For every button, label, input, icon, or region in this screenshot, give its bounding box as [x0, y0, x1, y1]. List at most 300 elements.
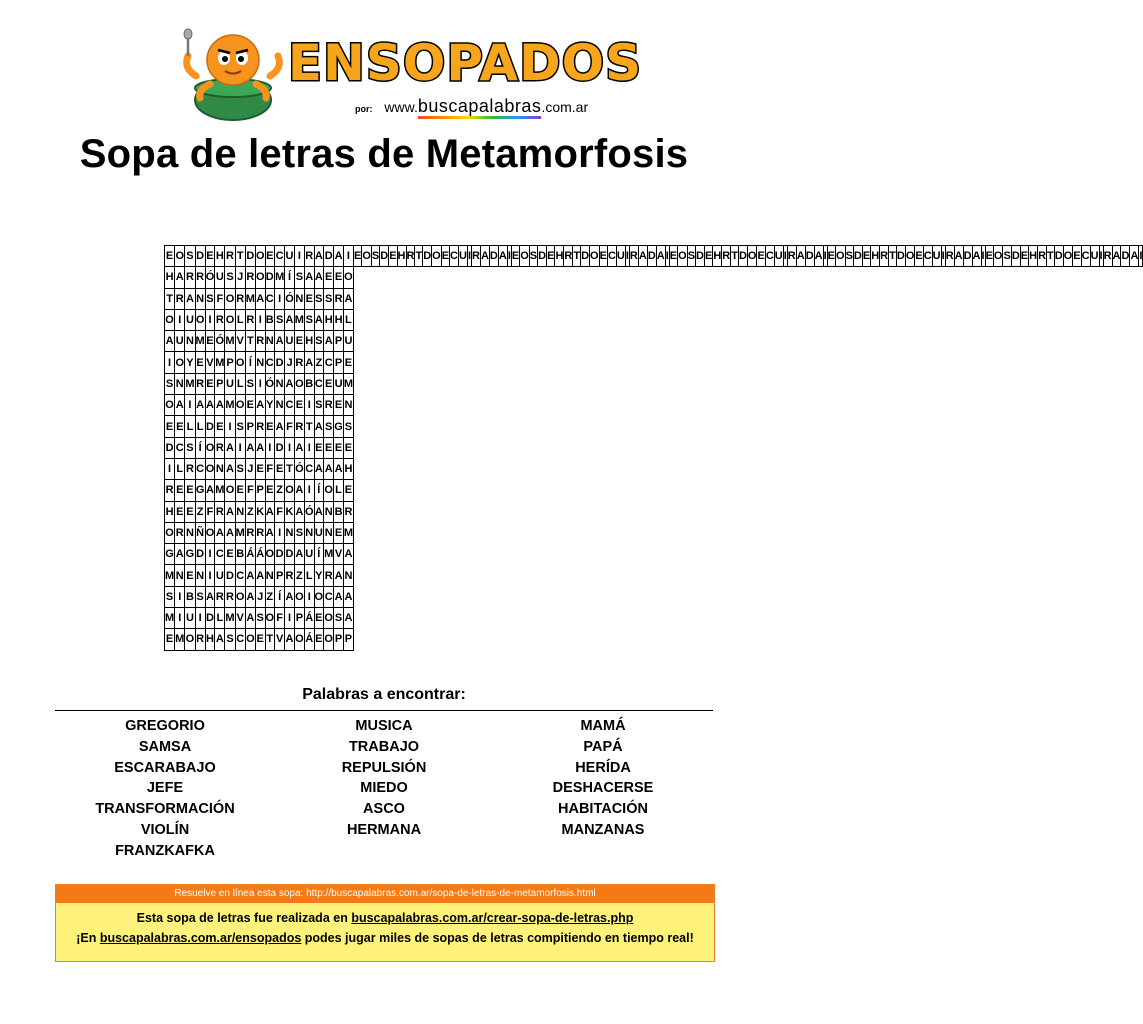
online-link[interactable]: Resuelve en línea esta sopa: http://buscapalabras.com.ar/sopa-de-letras-de-metamorfosis.html	[56, 885, 714, 903]
grid-cell: M	[165, 565, 175, 586]
grid-row	[165, 544, 1143, 565]
grid-cell: V	[235, 331, 245, 352]
grid-row	[165, 267, 1143, 288]
word-column-3	[493, 716, 713, 841]
grid-cell: D	[1054, 246, 1063, 267]
grid-cell: N	[235, 501, 245, 522]
grid-cell: A	[255, 395, 265, 416]
grid-cell: F	[215, 288, 225, 309]
word-item: FRANZKAFKA	[115, 842, 215, 859]
grid-cell: A	[304, 267, 314, 288]
grid-cell: O	[324, 608, 334, 629]
grid-cell: D	[380, 246, 389, 267]
grid-cell: A	[498, 246, 507, 267]
grid-cell: B	[235, 544, 245, 565]
grid-cell: L	[235, 373, 245, 394]
grid-cell: O	[265, 608, 275, 629]
grid-cell: Í	[195, 437, 205, 458]
grid-cell: U	[334, 373, 344, 394]
grid-cell: A	[314, 246, 324, 267]
grid-cell: A	[1112, 246, 1121, 267]
grid-cell: D	[205, 416, 215, 437]
grid-cell: N	[324, 522, 334, 543]
grid-cell: Z	[294, 565, 304, 586]
grid-cell: V	[205, 352, 215, 373]
grid-cell: O	[678, 246, 688, 267]
grid-cell: R	[245, 522, 255, 543]
grid-cell: I	[285, 608, 295, 629]
grid-cell: I	[783, 246, 787, 267]
grid-cell: O	[175, 246, 185, 267]
grid-cell: E	[324, 437, 334, 458]
grid-row	[165, 395, 1143, 416]
grid-cell: E	[165, 629, 175, 650]
grid-cell: U	[774, 246, 783, 267]
grid-cell: D	[581, 246, 590, 267]
grid-cell: Á	[255, 544, 265, 565]
grid-cell: O	[905, 246, 915, 267]
words-title: Palabras a encontrar:	[302, 686, 466, 703]
word-item: DESHACERSE	[552, 780, 654, 797]
grid-cell: H	[165, 267, 175, 288]
grid-cell: Á	[304, 629, 314, 650]
byline-prefix: www.	[384, 99, 418, 115]
grid-cell: C	[235, 629, 245, 650]
grid-cell: D	[853, 246, 862, 267]
grid-cell: R	[195, 267, 205, 288]
grid-cell: N	[215, 458, 225, 479]
octopus-mascot-icon	[178, 28, 288, 123]
grid-cell: A	[324, 458, 334, 479]
grid-cell: M	[215, 480, 225, 501]
grid-cell: A	[205, 586, 215, 607]
grid-cell: Ó	[205, 267, 215, 288]
grid-row	[165, 288, 1143, 309]
grid-cell: N	[304, 522, 314, 543]
grid-cell: G	[185, 544, 195, 565]
grid-cell: E	[334, 395, 344, 416]
grid-cell: E	[354, 246, 362, 267]
grid-cell: Ó	[285, 288, 295, 309]
grid-cell: O	[235, 395, 245, 416]
grid-cell: P	[275, 565, 285, 586]
grid-cell: A	[215, 522, 225, 543]
grid-cell: J	[285, 352, 295, 373]
word-item: HERÍDA	[575, 759, 631, 776]
create-puzzle-link[interactable]: buscapalabras.com.ar/crear-sopa-de-letras.php	[351, 911, 634, 925]
grid-cell: Ó	[294, 458, 304, 479]
grid-cell: U	[314, 522, 324, 543]
grid-cell: R	[185, 267, 195, 288]
grid-cell: I	[235, 437, 245, 458]
grid-cell: E	[165, 246, 175, 267]
grid-cell: S	[195, 586, 205, 607]
grid-cell: U	[225, 373, 235, 394]
grid-cell: E	[511, 246, 519, 267]
grid-cell: O	[836, 246, 846, 267]
word-column-1	[55, 716, 275, 862]
grid-cell: M	[165, 608, 175, 629]
footer-box	[55, 884, 715, 962]
word-search-grid	[164, 245, 1143, 651]
grid-cell: D	[647, 246, 656, 267]
grid-cell: R	[215, 586, 225, 607]
grid-cell: D	[489, 246, 498, 267]
grid-cell: S	[225, 267, 235, 288]
grid-cell: N	[185, 331, 195, 352]
grid-cell: D	[1011, 246, 1020, 267]
grid-cell: A	[304, 352, 314, 373]
grid-cell: N	[195, 565, 205, 586]
grid-cell: Y	[265, 395, 275, 416]
word-item: MAMÁ	[580, 718, 626, 734]
grid-cell: S	[371, 246, 379, 267]
grid-cell: I	[1099, 246, 1103, 267]
grid-cell: D	[538, 246, 547, 267]
grid-cell: A	[255, 565, 265, 586]
grid-cell: O	[324, 629, 334, 650]
grid-cell: A	[175, 267, 185, 288]
grid-cell: J	[235, 267, 245, 288]
grid-cell: R	[255, 522, 265, 543]
grid-cell: D	[324, 246, 334, 267]
grid-cell: A	[245, 608, 255, 629]
grid-cell: U	[215, 565, 225, 586]
header	[0, 0, 768, 125]
grid-cell: P	[334, 629, 344, 650]
grid-cell: H	[343, 458, 353, 479]
grid-cell: I	[195, 608, 205, 629]
grid-cell: H	[304, 331, 314, 352]
grid-cell: O	[294, 373, 304, 394]
grid-cell: A	[343, 544, 353, 565]
word-item: JEFE	[146, 780, 184, 797]
grid-cell: Á	[304, 608, 314, 629]
grid-cell: R	[175, 522, 185, 543]
grid-cell: N	[175, 373, 185, 394]
grid-cell: A	[255, 288, 265, 309]
grid-cell: I	[185, 395, 195, 416]
grid-cell: R	[722, 246, 731, 267]
grid-cell: R	[564, 246, 573, 267]
grid-cell: D	[275, 352, 285, 373]
grid-cell: O	[165, 395, 175, 416]
grid-cell: E	[294, 395, 304, 416]
grid-cell: P	[334, 352, 344, 373]
grid-cell: E	[599, 246, 607, 267]
grid-cell: D	[245, 246, 255, 267]
grid-cell: C	[450, 246, 459, 267]
grid-cell: E	[704, 246, 712, 267]
grid-cell: A	[215, 395, 225, 416]
grid-cell: R	[195, 629, 205, 650]
grid-cell: M	[343, 373, 353, 394]
grid-cell: E	[343, 352, 353, 373]
grid-row	[165, 352, 1143, 373]
grid-cell: N	[343, 565, 353, 586]
grid-cell: U	[175, 331, 185, 352]
grid-cell: V	[275, 629, 285, 650]
grid-cell: A	[245, 565, 255, 586]
grid-cell: E	[215, 416, 225, 437]
grid-cell: E	[343, 480, 353, 501]
grid-cell: G	[165, 544, 175, 565]
grid-cell: C	[265, 352, 275, 373]
grid-cell: Y	[185, 352, 195, 373]
grid-cell: R	[945, 246, 954, 267]
grid-cell: S	[845, 246, 853, 267]
grid-cell: E	[324, 267, 334, 288]
grid-cell: G	[334, 416, 344, 437]
grid-cell: A	[275, 331, 285, 352]
grid-cell: E	[441, 246, 449, 267]
grid-cell: A	[314, 267, 324, 288]
grid-cell: H	[324, 309, 334, 330]
grid-cell: S	[529, 246, 537, 267]
grid-cell: A	[175, 395, 185, 416]
grid-cell: H	[1029, 246, 1038, 267]
grid-cell: D	[896, 246, 905, 267]
grid-cell: R	[304, 246, 314, 267]
grid-cell: D	[285, 544, 295, 565]
grid-cell: I	[165, 352, 175, 373]
grid-cell: R	[324, 565, 334, 586]
grid-cell: A	[656, 246, 665, 267]
grid-cell: A	[215, 629, 225, 650]
grid-cell: A	[314, 416, 324, 437]
grid-cell: A	[195, 395, 205, 416]
grid-cell: A	[245, 586, 255, 607]
grid-cell: C	[175, 437, 185, 458]
grid-row	[165, 629, 1143, 650]
grid-cell: A	[245, 437, 255, 458]
grid-cell: A	[334, 586, 344, 607]
grid-cell: M	[324, 544, 334, 565]
grid-row	[165, 437, 1143, 458]
grid-cell: D	[265, 267, 275, 288]
grid-cell: E	[255, 629, 265, 650]
grid-cell: A	[334, 246, 344, 267]
grid-cell: U	[1090, 246, 1099, 267]
grid-cell: E	[175, 416, 185, 437]
grid-cell: I	[255, 373, 265, 394]
grid-cell: O	[993, 246, 1003, 267]
grid-cell: M	[245, 288, 255, 309]
grid-row	[165, 331, 1143, 352]
grid-cell: T	[285, 458, 295, 479]
grid-cell: I	[304, 395, 314, 416]
grid-cell: O	[1063, 246, 1073, 267]
grid-cell: S	[1003, 246, 1011, 267]
grid-cell: A	[285, 586, 295, 607]
grid-cell: D	[805, 246, 814, 267]
svg-text:ENSOPADOS: ENSOPADOS	[287, 34, 643, 92]
grid-cell: R	[185, 458, 195, 479]
grid-cell: N	[285, 522, 295, 543]
grid-cell: I	[165, 458, 175, 479]
grid-cell: I	[823, 246, 827, 267]
grid-cell: U	[185, 309, 195, 330]
grid-cell: G	[195, 480, 205, 501]
grid-cell: K	[285, 501, 295, 522]
grid-cell: T	[1047, 246, 1055, 267]
grid-cell: M	[225, 395, 235, 416]
grid-cell: S	[324, 416, 334, 437]
grid-cell: A	[343, 586, 353, 607]
grid-cell: E	[265, 416, 275, 437]
ensopados-link[interactable]: buscapalabras.com.ar/ensopados	[99, 931, 302, 945]
grid-cell: A	[175, 544, 185, 565]
grid-cell: E	[334, 522, 344, 543]
word-column-2	[274, 716, 494, 841]
grid-cell: T	[731, 246, 739, 267]
grid-cell: S	[165, 586, 175, 607]
grid-cell: O	[175, 352, 185, 373]
grid-cell: F	[205, 501, 215, 522]
grid-cell: M	[225, 608, 235, 629]
grid-cell: F	[265, 458, 275, 479]
byline-domain: buscapalabras	[418, 96, 542, 119]
grid-cell: O	[185, 629, 195, 650]
grid-row	[165, 246, 1143, 267]
grid-cell: U	[215, 267, 225, 288]
grid-cell: Z	[314, 352, 324, 373]
grid-cell: T	[415, 246, 423, 267]
grid-cell: A	[314, 458, 324, 479]
grid-cell: M	[343, 522, 353, 543]
grid-cell: I	[285, 437, 295, 458]
grid-cell: N	[294, 288, 304, 309]
grid-cell: L	[185, 416, 195, 437]
grid-cell: C	[304, 458, 314, 479]
byline-tld: .com.ar	[541, 99, 589, 115]
grid-cell: O	[590, 246, 600, 267]
word-item: HERMANA	[346, 821, 422, 838]
grid-cell: T	[889, 246, 897, 267]
grid-cell: E	[185, 565, 195, 586]
grid-cell: N	[275, 373, 285, 394]
grid-cell: Í	[275, 586, 285, 607]
grid-cell: I	[343, 246, 353, 267]
grid-cell: M	[215, 352, 225, 373]
grid-cell: F	[275, 608, 285, 629]
grid-cell: O	[255, 267, 265, 288]
grid-cell: K	[255, 501, 265, 522]
grid-cell: A	[265, 522, 275, 543]
grid-cell: S	[314, 395, 324, 416]
grid-cell: E	[827, 246, 835, 267]
grid-cell: A	[165, 331, 175, 352]
grid-cell: R	[324, 395, 334, 416]
grid-cell: U	[459, 246, 468, 267]
grid-cell: R	[165, 480, 175, 501]
grid-cell: T	[265, 629, 275, 650]
grid-cell: R	[285, 565, 295, 586]
grid-cell: I	[275, 288, 285, 309]
grid-cell: H	[165, 501, 175, 522]
grid-cell: A	[480, 246, 489, 267]
grid-cell: S	[294, 522, 304, 543]
grid-cell: E	[862, 246, 870, 267]
grid-cell: E	[165, 416, 175, 437]
grid-cell: E	[185, 480, 195, 501]
grid-cell: D	[195, 544, 205, 565]
grid-cell: Z	[195, 501, 205, 522]
grid-cell: S	[687, 246, 695, 267]
grid-cell: Y	[314, 565, 324, 586]
grid-cell: S	[255, 608, 265, 629]
grid-cell: B	[334, 501, 344, 522]
grid-cell: H	[397, 246, 406, 267]
grid-cell: O	[294, 586, 304, 607]
grid-cell: H	[871, 246, 880, 267]
grid-cell: P	[245, 416, 255, 437]
grid-cell: A	[225, 501, 235, 522]
grid-cell: D	[423, 246, 432, 267]
grid-cell: E	[1020, 246, 1028, 267]
grid-cell: U	[185, 608, 195, 629]
grid-cell: O	[255, 246, 265, 267]
grid-cell: O	[432, 246, 442, 267]
grid-cell: E	[175, 501, 185, 522]
grid-cell: E	[245, 395, 255, 416]
grid-cell: A	[314, 309, 324, 330]
grid-cell: E	[915, 246, 923, 267]
grid-cell: A	[314, 501, 324, 522]
grid-cell: I	[304, 437, 314, 458]
grid-cell: I	[265, 437, 275, 458]
grid-cell: T	[235, 246, 245, 267]
grid-cell: A	[225, 458, 235, 479]
grid-cell: A	[294, 501, 304, 522]
grid-cell: E	[255, 458, 265, 479]
grid-cell: U	[285, 246, 295, 267]
grid-cell: O	[324, 480, 334, 501]
grid-cell: I	[205, 544, 215, 565]
grid-cell: T	[245, 331, 255, 352]
byline-por: por:	[355, 104, 373, 114]
grid-cell: Í	[245, 352, 255, 373]
grid-cell: I	[255, 309, 265, 330]
grid-cell: E	[205, 331, 215, 352]
grid-cell: F	[245, 480, 255, 501]
grid-cell: R	[880, 246, 889, 267]
grid-cell: R	[294, 416, 304, 437]
grid-cell: I	[205, 565, 215, 586]
grid-cell: C	[285, 395, 295, 416]
grid-cell: H	[334, 309, 344, 330]
grid-cell: C	[235, 565, 245, 586]
grid-cell: R	[343, 501, 353, 522]
grid-cell: T	[573, 246, 581, 267]
grid-cell: R	[472, 246, 481, 267]
grid-cell: H	[205, 629, 215, 650]
grid-cell: Í	[285, 267, 295, 288]
grid-cell: Á	[245, 544, 255, 565]
grid-cell: I	[225, 416, 235, 437]
grid-cell: R	[255, 416, 265, 437]
grid-cell: E	[275, 458, 285, 479]
grid-cell: E	[985, 246, 993, 267]
grid-row	[165, 501, 1143, 522]
grid-cell: I	[1139, 246, 1143, 267]
grid-cell: R	[195, 373, 205, 394]
grid-cell: M	[185, 373, 195, 394]
grid-cell: O	[314, 586, 324, 607]
grid-cell: O	[285, 480, 295, 501]
grid-cell: B	[304, 373, 314, 394]
grid-cell: D	[205, 608, 215, 629]
